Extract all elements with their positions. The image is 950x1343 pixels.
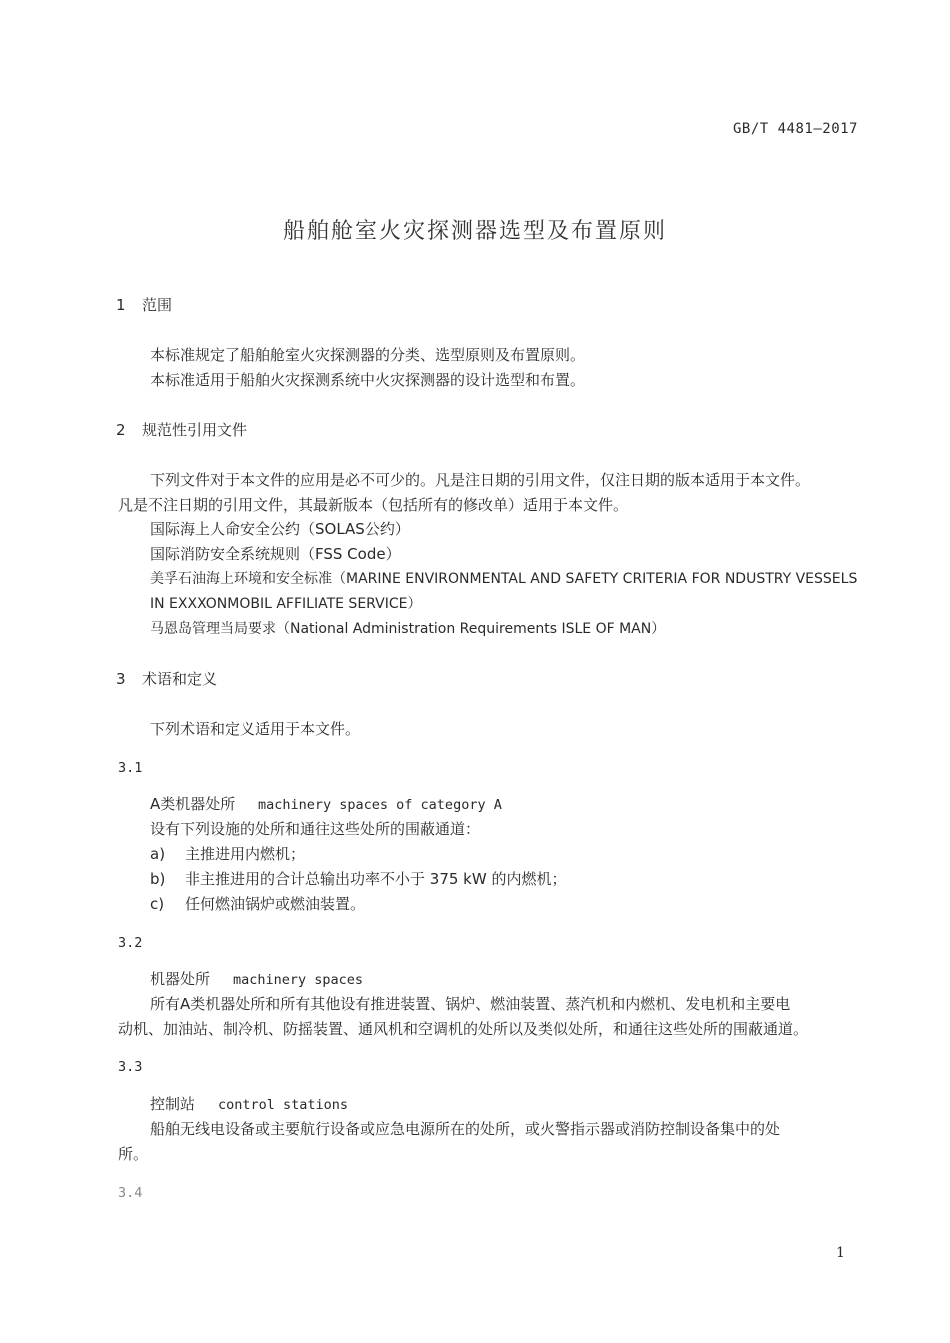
term-3-2-name-en: machinery spaces [233,972,364,988]
term-3-2-definition-line: 动机、加油站、制冷机、防摇装置、通风机和空调机的处所以及类似处所，和通往这些处所的围蔽通道。 [118,1020,809,1038]
section-2-intro-line: 下列文件对于本文件的应用是必不可少的。凡是注日期的引用文件，仅注日期的版本适用于本文件。 [150,471,811,489]
list-item-label: a) [150,845,166,863]
term-3-1-name-en: machinery spaces of category A [258,797,502,813]
list-item-text: 主推进用内燃机； [185,845,306,863]
section-3-intro: 下列术语和定义适用于本文件。 [150,720,361,738]
list-item-text: 非主推进用的合计总输出功率不小于 375 kW 的内燃机； [185,870,567,888]
term-3-3-number: 3.3 [118,1059,143,1075]
section-1-title: 范围 [142,296,173,314]
section-2-title: 规范性引用文件 [142,421,248,439]
reference-item: 马恩岛管理当局要求（National Administration Requirements ISLE OF MAN） [150,621,666,637]
term-3-4-number: 3.4 [118,1185,143,1201]
reference-item: 美孚石油海上环境和安全标准（MARINE ENVIRONMENTAL AND SAFETY CRITERIA FOR NDUSTRY VESSELS [150,571,858,587]
term-3-3-name-en: control stations [218,1097,349,1113]
term-3-2-number: 3.2 [118,935,143,951]
document-title: 船舶舱室火灾探测器选型及布置原则 [282,219,667,244]
section-3-number: 3 [116,670,126,688]
list-item-label: c) [150,895,165,913]
section-2-intro-line: 凡是不注日期的引用文件，其最新版本（包括所有的修改单）适用于本文件。 [118,496,629,514]
term-3-3-name-cn: 控制站 [150,1095,196,1113]
term-3-2-definition-line: 所有A类机器处所和所有其他设有推进装置、锅炉、燃油装置、蒸汽机和内燃机、发电机和主要电 [150,995,791,1013]
term-3-1-definition: 设有下列设施的处所和通往这些处所的围蔽通道： [150,820,481,838]
reference-item: 国际海上人命安全公约（SOLAS公约） [150,520,410,538]
page-number: 1 [836,1245,845,1261]
term-3-3-definition-line: 所。 [118,1145,149,1163]
section-1-para: 本标准适用于船舶火灾探测系统中火灾探测器的设计选型和布置。 [150,371,586,389]
term-3-1-name-cn: A类机器处所 [150,795,236,813]
term-3-2-name-cn: 机器处所 [150,970,211,988]
list-item-text: 任何燃油锅炉或燃油装置。 [185,895,366,913]
section-3-title: 术语和定义 [142,670,218,688]
section-1-number: 1 [116,296,126,314]
term-3-1-number: 3.1 [118,760,143,776]
term-3-3-definition-line: 船舶无线电设备或主要航行设备或应急电源所在的处所，或火警指示器或消防控制设备集中的处 [150,1120,781,1138]
reference-item: IN EXXXONMOBIL AFFILIATE SERVICE） [150,596,422,612]
list-item-label: b) [150,870,166,888]
section-1-para: 本标准规定了船舶舱室火灾探测器的分类、选型原则及布置原则。 [150,346,586,364]
document-id: GB/T 4481—2017 [732,121,858,137]
section-2-number: 2 [116,421,126,439]
reference-item: 国际消防安全系统规则（FSS Code） [150,545,401,563]
